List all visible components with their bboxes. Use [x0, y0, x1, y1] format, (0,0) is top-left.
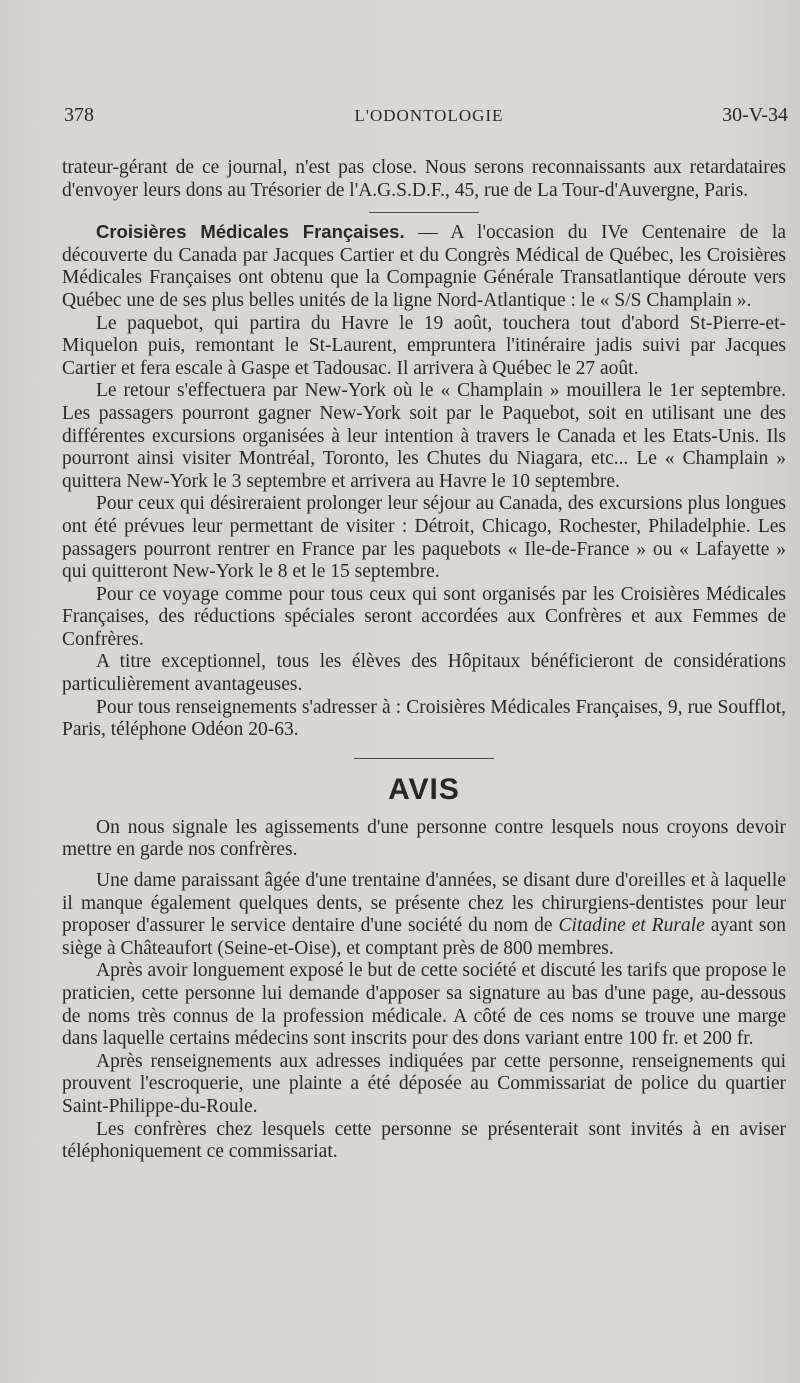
croisieres-paragraph-2: Le paquebot, qui partira du Havre le 19 août, touchera tout d'abord St-Pierre-et-Miquelon puis, remontant le St-Laurent, empruntera l'itinéraire jadis suivi par Jacques Cartier et fera escale à Gaspe et Tadousac. Il arrivera à Québec le 27 août. — [62, 312, 786, 379]
society-name: Citadine et Rurale — [558, 915, 705, 937]
separator-rule-avis — [354, 758, 494, 759]
page-body — [62, 157, 786, 1164]
avis-title: AVIS — [388, 772, 460, 806]
avis-paragraph-3: Après renseignements aux adresses indiquées par cette personne, renseignements qui prouvent l'escroquerie, une plainte a été déposée au Commissariat de police du quartier Saint-Philippe-du-Roule. — [62, 1050, 786, 1117]
croisieres-paragraph-6: A titre exceptionnel, tous les élèves des Hôpitaux bénéficieront de considérations particulièrement avantageuses. — [62, 651, 786, 696]
avis-paragraph-1 — [62, 870, 786, 960]
separator-rule — [369, 212, 479, 213]
journal-title: L'ODONTOLOGIE — [354, 106, 504, 125]
avis-paragraph-2: Après avoir longuement exposé le but de cette société et discuté les tarifs que propose le praticien, cette personne lui demande d'apposer sa signature au bas d'une page, au-dessous de noms très connus de la profession médicale. A côté de ces noms se trouve une marge dans laquelle certains médecins sont inscrits pour des dons variant entre 100 fr. et 200 fr. — [62, 960, 786, 1050]
avis-p1-after: ayant son siège à Châteaufort (Seine-et-Oise), et comptant près de 800 membres. — [62, 915, 786, 959]
avis-p1-before: Une dame paraissant âgée d'une trentaine d'années, se disant dure d'oreilles et à laquelle il manque également quelques dents, se présente chez les chirurgiens-dentistes pour leur proposer d'assurer le service dentaire d'une société du nom de — [62, 870, 786, 937]
intro-paragraph: trateur-gérant de ce journal, n'est pas close. Nous serons reconnaissants aux retardataires d'envoyer leurs dons au Trésorier de l'A.G.S.D.F., 45, rue de La Tour-d'Auvergne, Paris. — [62, 157, 786, 201]
page-number: 378 — [64, 104, 94, 126]
croisieres-paragraph-7: Pour tous renseignements s'adresser à : Croisières Médicales Françaises, 9, rue Soufflot, Paris, téléphone Odéon 20-63. — [62, 696, 786, 741]
issue-date: 30-V-34 — [722, 104, 788, 126]
croisieres-paragraph-1 — [62, 221, 786, 312]
croisieres-paragraph-3: Le retour s'effectuera par New-York où le « Champlain » mouillera le 1er septembre. Les passagers pourront gagner New-York soit par le Paquebot, soit en utilisant une des différentes excursions organisées à leur intention à travers le Canada et les Etats-Unis. Ils pourront ainsi visiter Montréal, Toronto, les Chutes du Niagara, etc... Le « Champlain » quittera New-York le 3 septembre et arrivera au Havre le 10 septembre. — [62, 380, 786, 492]
avis-intro-paragraph: On nous signale les agissements d'une personne contre lesquels nous croyons devoir mettre en garde nos confrères. — [62, 816, 786, 861]
croisieres-paragraph-4: Pour ceux qui désireraient prolonger leur séjour au Canada, des excursions plus longues ont été prévues leur permettant de visiter : Détroit, Chicago, Rochester, Philadelphie. Les passagers pourront rentrer en France par les paquebots « Ile-de-France » ou « Lafayette » qui quitteront New-York le 8 et le 15 septembre. — [62, 493, 786, 583]
page-header — [64, 104, 794, 134]
croisieres-p1-text: — A l'occasion du IVe Centenaire de la découverte du Canada par Jacques Cartier et du Congrès Médical de Québec, les Croisières Médicales Françaises ont obtenu que la Compagnie Générale Transatlantique déroute vers Québec une de ses plus belles unités de la ligne Nord-Atlantique : le « S/S Champlain ». — [62, 222, 787, 311]
croisieres-paragraph-5: Pour ce voyage comme pour tous ceux qui sont organisés par les Croisières Médicales Françaises, des réductions spéciales seront accordées aux Confrères et aux Femmes de Confrères. — [62, 583, 786, 650]
avis-paragraph-4: Les confrères chez lesquels cette personne se présenterait sont invités à en aviser téléphoniquement ce commissariat. — [62, 1118, 786, 1163]
croisieres-title: Croisières Médicales Françaises. — [96, 221, 405, 243]
